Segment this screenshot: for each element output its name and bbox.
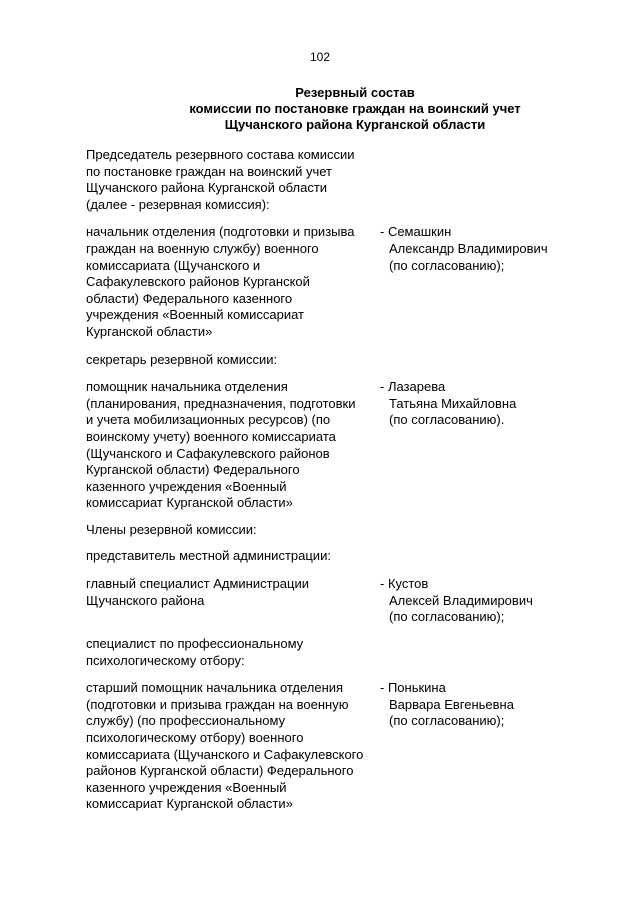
person-name: Татьяна Михайловна [389, 395, 517, 411]
member-role [86, 576, 386, 609]
title-line: Щучанского района Курганской области [224, 117, 486, 132]
person-name: Алексей Владимирович [389, 592, 533, 608]
member-entry-secretary [86, 379, 566, 512]
text-line: воинскому учету) военного комиссариата [86, 428, 336, 444]
text-line: области) Федерального казенного [86, 290, 293, 306]
psych-heading [86, 636, 566, 669]
title-line: комиссии по постановке граждан на воинский учет [189, 101, 521, 116]
text-line: Председатель резервного состава комиссии [86, 147, 355, 162]
text-line: (далее - резервная комиссия): [86, 196, 270, 212]
text-line: главный специалист Администрации [86, 576, 309, 592]
chairman-heading [86, 147, 566, 213]
text-line: комиссариата (Щучанского и Сафакулевского [86, 746, 364, 762]
member-entry-local-admin [86, 576, 566, 626]
text-line: психологическому отбору) военного [86, 730, 304, 746]
text-line: секретарь резервной комиссии: [86, 351, 278, 367]
member-person [380, 680, 570, 730]
text-line: начальник отделения (подготовки и призыва [86, 224, 355, 240]
text-line: представитель местной администрации: [86, 548, 331, 564]
text-line: районов Курганской области) Федерального [86, 763, 354, 779]
text-line: комиссариат Курганской области» [86, 495, 293, 511]
text-line: психологическому отбору: [86, 652, 245, 668]
page-number: 102 [309, 50, 331, 64]
text-line: казенного учреждения «Военный [86, 779, 287, 795]
text-line: Щучанского района Курганской области [86, 180, 328, 196]
text-line: и учета мобилизационных ресурсов) (по [86, 412, 331, 428]
person-surname: - Понькина [380, 680, 446, 696]
person-note: (по согласованию). [389, 412, 505, 428]
text-line: Члены резервной комиссии: [86, 521, 257, 537]
text-line: специалист по профессиональному [86, 636, 304, 652]
member-entry-psych [86, 680, 566, 813]
text-line: Курганской области) Федерального [86, 462, 300, 478]
member-person [380, 379, 570, 429]
text-line: Щучанского района [86, 592, 205, 608]
text-line: (Щучанского и Сафакулевского районов [86, 445, 330, 461]
text-line: Сафакулевского районов Курганской [86, 274, 310, 290]
document-title [140, 85, 570, 133]
text-line: старший помощник начальника отделения [86, 680, 344, 696]
member-role [86, 224, 386, 340]
member-entry-chairman [86, 224, 566, 340]
text-line: комиссариата (Щучанского и [86, 257, 261, 273]
person-note: (по согласованию); [389, 713, 505, 729]
person-surname: - Семашкин [380, 224, 452, 240]
member-person [380, 224, 570, 274]
text-line: граждан на военную службу) военного [86, 240, 319, 256]
secretary-heading [86, 352, 566, 369]
text-line: службу) (по профессиональному [86, 713, 286, 729]
person-note: (по согласованию); [389, 257, 505, 273]
document-body [86, 147, 566, 813]
members-heading [86, 522, 566, 539]
person-note: (по согласованию); [389, 609, 505, 625]
text-line: казенного учреждения «Военный [86, 478, 287, 494]
text-line: помощник начальника отделения [86, 379, 288, 395]
member-role [86, 680, 386, 813]
person-surname: - Лазарева [380, 379, 446, 395]
text-line: по постановке граждан на воинский учет [86, 163, 332, 179]
person-name: Александр Владимирович [389, 240, 548, 256]
member-role [86, 379, 386, 512]
person-surname: - Кустов [380, 576, 429, 592]
member-person [380, 576, 570, 626]
local-admin-heading [86, 548, 566, 565]
text-line: Курганской области» [86, 323, 213, 339]
text-line: (планирования, предназначения, подготовки [86, 395, 356, 411]
text-line: комиссариат Курганской области» [86, 796, 293, 812]
person-name: Варвара Евгеньевна [389, 696, 514, 712]
title-line: Резервный состав [295, 85, 415, 100]
text-line: (подготовки и призыва граждан на военную [86, 696, 349, 712]
text-line: учреждения «Военный комиссариат [86, 307, 305, 323]
